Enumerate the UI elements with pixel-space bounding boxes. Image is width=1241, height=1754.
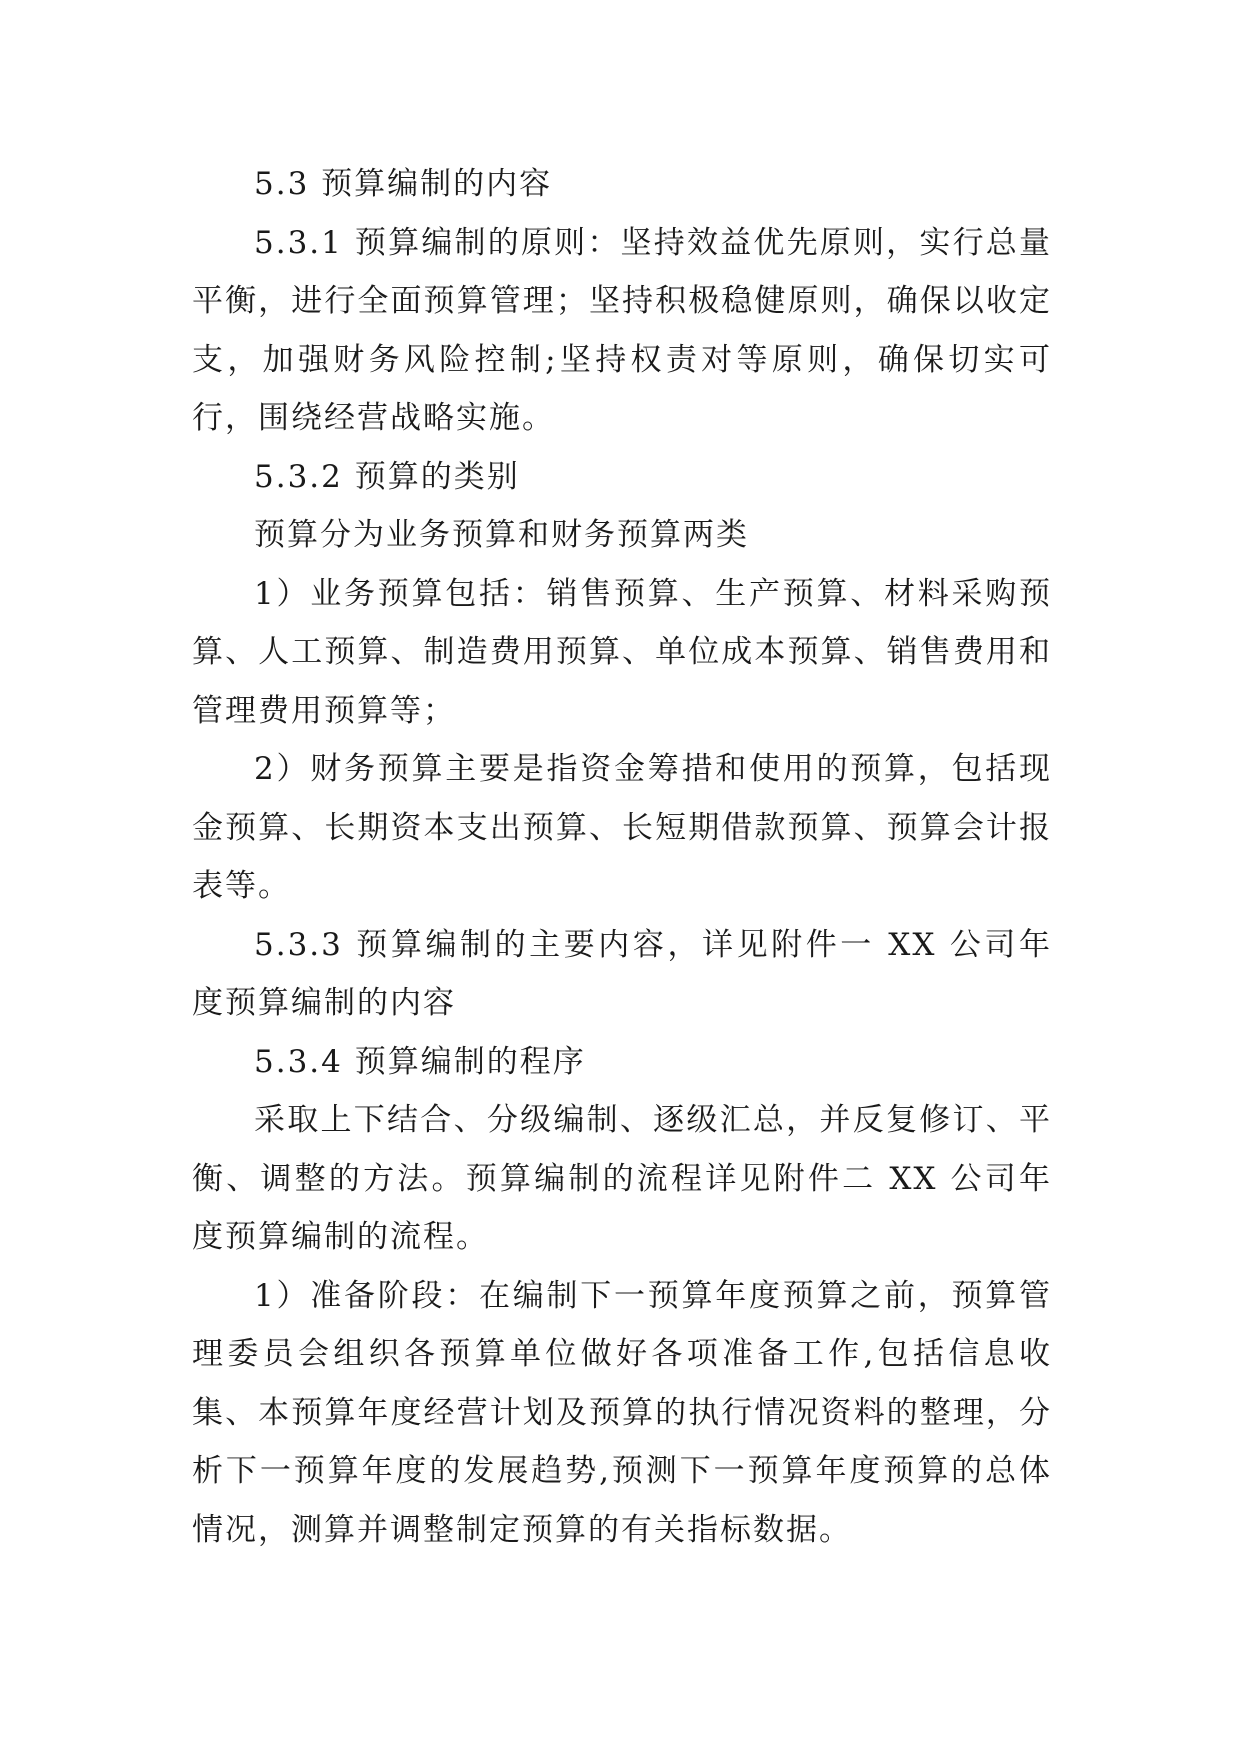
- list-item-preparation-stage: 1）准备阶段：在编制下一预算年度预算之前，预算管理委员会组织各预算单位做好各项准备工作,包括信息收集、本预算年度经营计划及预算的执行情况资料的整理，分析下一预算年度的发展趋势,预测下一预算年度预算的总体情况，测算并调整制定预算的有关指标数据。: [192, 1277, 1052, 1548]
- section-heading-5-3-2: 5.3.2 预算的类别: [254, 458, 520, 495]
- section-heading-5-3: 5.3 预算编制的内容: [254, 166, 553, 202]
- paragraph-budget-categories: 预算分为业务预算和财务预算两类: [254, 517, 749, 553]
- section-heading-5-3-4: 5.3.4 预算编制的程序: [254, 1043, 586, 1080]
- paragraph-5-3-3-main-content: 5.3.3 预算编制的主要内容，详见附件一 XX 公司年度预算编制的内容: [192, 926, 1052, 1021]
- list-item-business-budget: 1）业务预算包括：销售预算、生产预算、材料采购预算、人工预算、制造费用预算、单位成本预算、销售费用和管理费用预算等；: [192, 575, 1052, 729]
- paragraph-procedure-method: 采取上下结合、分级编制、逐级汇总，并反复修订、平衡、调整的方法。预算编制的流程详见附件二 XX 公司年度预算编制的流程。: [192, 1102, 1052, 1255]
- document-body: [192, 155, 1052, 1559]
- list-item-financial-budget: 2）财务预算主要是指资金筹措和使用的预算，包括现金预算、长期资本支出预算、长短期借款预算、预算会计报表等。: [192, 751, 1052, 904]
- paragraph-5-3-1-principles: 5.3.1 预算编制的原则：坚持效益优先原则，实行总量平衡，进行全面预算管理；坚持积极稳健原则，确保以收定支，加强财务风险控制;坚持权责对等原则，确保切实可行，围绕经营战略实施。: [192, 224, 1052, 436]
